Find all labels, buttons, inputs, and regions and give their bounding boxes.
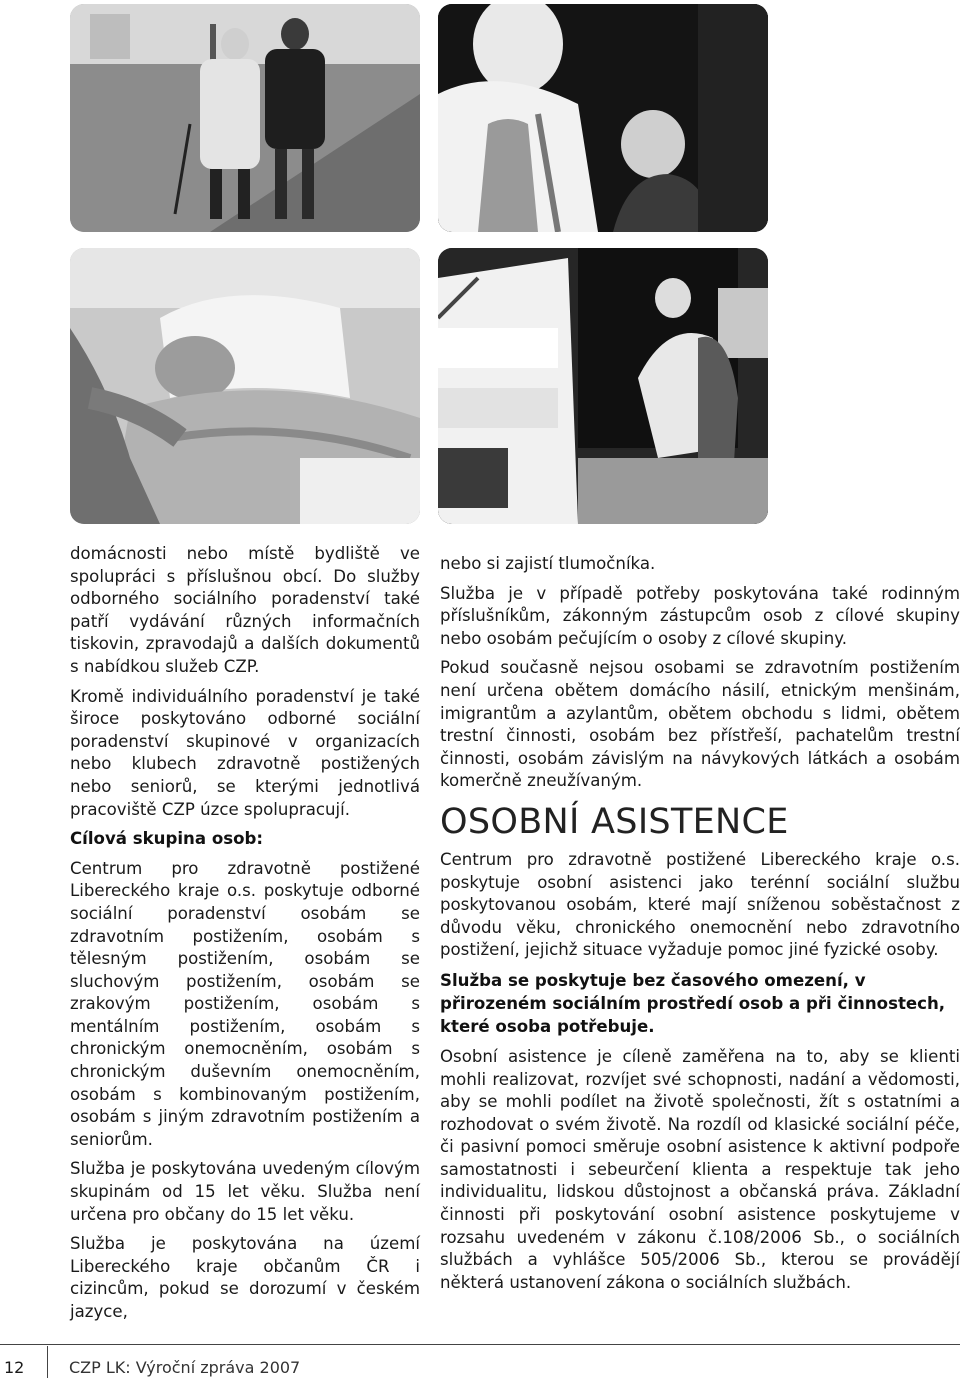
bold-statement: Služba se poskytuje bez časového omezení, v přirozeném sociálním prostředí osob a při činnostech, které osoba potřebuje.: [440, 970, 946, 1036]
section-title: OSOBNÍ ASISTENCE: [440, 801, 789, 842]
right-paragraph-1: nebo si zajistí tlumočníka.: [440, 554, 656, 573]
right-paragraph-3: Pokud současně nejsou osobami se zdravotním postižením není určena obětem domácího násilí, etnickým menšinám, imigrantům a azylantům, obětem obchodu s lidmi, obětem trestní činnosti, osobám bez přístřeší, pachatelům trestní činnosti, osobám závislým na návykových látkách a osobám komerčně zneužívaným.: [440, 658, 960, 791]
left-paragraph-1: domácnosti nebo místě bydliště ve spolupráci s příslušnou obcí. Do služby odborného sociálního poradenství také patří vydávání různých informačních tiskovin, zpravodajů a dalších dokumentů s nabídkou služeb CZP.: [70, 544, 420, 676]
page-number: 12: [4, 1358, 25, 1377]
left-paragraph-3: Centrum pro zdravotně postižené Libereckého kraje o.s. poskytuje odborné sociální poradenství osobám se zdravotním postižením, osobám s tělesným postižením, osobám se sluchovým postižením, osobám se zrakovým postižením, osobám s mentálním postižením, osobám s chronickým onemocněním, osobám s chronickým duševním onemocněním, osobám s kombinovaným postižením, osobám s jiným zdravotním postižením a seniorům.: [70, 858, 420, 1149]
footer-divider: [0, 1344, 960, 1345]
footer-tick: [47, 1346, 48, 1378]
right-column: [440, 553, 960, 1301]
left-paragraph-4: Služba je poskytována uvedeným cílovým skupinám od 15 let věku. Služba není určena pro občany do 15 let věku.: [70, 1159, 420, 1224]
right-paragraph-4: Centrum pro zdravotně postižené Libereckého kraje o.s. poskytuje osobní asistenci jako terénní sociální službu poskytovanou osobám, které mají sníženou soběstačnost z důvodu věku, chronického onemocnění nebo zdravotního postižení, jejichž situace vyžaduje pomoc jiné fyzické osoby.: [440, 849, 960, 960]
right-paragraph-2: Služba je v případě potřeby poskytována také rodinným příslušníkům, zákonným zástupcům osob z cílové skupiny nebo osobám pečujícím o osoby z cílové skupiny.: [440, 583, 960, 648]
left-column: [70, 543, 420, 1331]
photo-two-women-walking: [70, 4, 420, 232]
photo-assistant-helping-person: [438, 4, 768, 232]
left-paragraph-2: Kromě individuálního poradenství je také široce poskytováno odborné sociální poradenství skupinové v organizacích nebo klubech zdravotně postižených nebo seniorů, se kterými jednotlivá pracoviště CZP úzce spolupracují.: [70, 686, 420, 819]
publication-title: CZP LK: Výroční zpráva 2007: [69, 1358, 301, 1377]
right-paragraph-5: Osobní asistence je cíleně zaměřena na to, aby se klienti mohli realizovat, rozvíjet své schopnosti, nadání a vědomosti, aby se mohli podílet na životě společnosti, žít s ostatními a rozhodovat o svém životě. Na rozdíl od klasické sociální péče, či pasivní pomoci směruje osobní asistence k aktivní podpoře samostatnosti i sebeurčení klienta a respektuje tak jeho individualitu, lidskou důstojnost a občanská práva. Základní činnosti při poskytování osobní asistence poskytujeme v rozsahu uvedeném v zákonu č.108/2006 Sb., o sociálních službách a vyhlášce 505/2006 Sb., kterou se provádějí některá ustanovení zákona o sociálních službách.: [440, 1046, 960, 1292]
photo-transport-van: [438, 248, 768, 524]
target-group-heading: Cílová skupina osob:: [70, 829, 264, 849]
left-paragraph-5: Služba je poskytována na území Libereckého kraje občanům ČR i cizincům, pokud se dorozumí v českém jazyce,: [70, 1234, 420, 1321]
photo-elderly-man-in-bed: [70, 248, 420, 524]
